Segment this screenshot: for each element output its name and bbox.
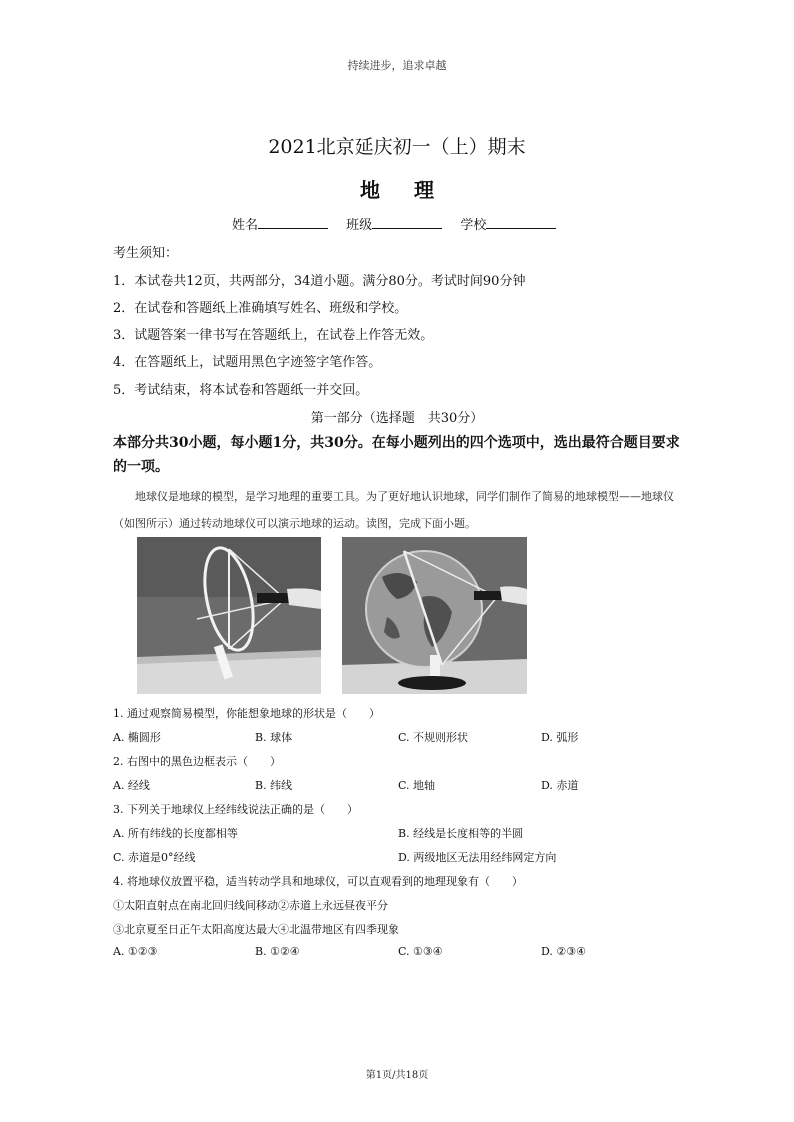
- q1-option-a[interactable]: A. 椭圆形: [113, 731, 161, 744]
- q2-option-c[interactable]: C. 地轴: [398, 779, 436, 792]
- notice-item: 2．在试卷和答题纸上准确填写姓名、班级和学校。: [113, 301, 408, 316]
- q3-option-a[interactable]: A. 所有纬线的长度都相等: [113, 827, 238, 840]
- simple-globe-model-illustration: [137, 537, 321, 694]
- photo-real-globe: [342, 537, 527, 694]
- header-motto: 持续进步，追求卓越: [347, 59, 447, 72]
- subject-title: 地理: [360, 178, 468, 202]
- q4-statements-line-1: ①太阳直射点在南北回归线间移动②赤道上永远昼夜平分: [113, 899, 388, 912]
- question-1-stem: 1. 通过观察简易模型，你能想象地球的形状是（ ）: [113, 707, 380, 720]
- real-globe-illustration: [342, 537, 527, 694]
- notice-item: 3．试题答案一律书写在答题纸上，在试卷上作答无效。: [113, 328, 434, 343]
- q4-statements-line-2: ③北京夏至日正午太阳高度达最大④北温带地区有四季现象: [113, 923, 399, 936]
- notice-item: 1．本试卷共12页，共两部分，34道小题。满分80分。考试时间90分钟: [113, 274, 526, 289]
- q4-option-c[interactable]: C. ①③④: [398, 945, 443, 958]
- school-label: 学校: [460, 218, 487, 233]
- q3-option-c[interactable]: C. 赤道是0°经线: [113, 851, 196, 864]
- exam-title: 2021北京延庆初一（上）期末: [268, 136, 526, 158]
- notice-item: 4．在答题纸上，试题用黑色字迹签字笔作答。: [113, 355, 382, 370]
- page-footer: 第1页/共18页: [365, 1070, 429, 1081]
- school-blank[interactable]: [486, 216, 556, 229]
- q2-option-a[interactable]: A. 经线: [113, 779, 150, 792]
- q1-option-c[interactable]: C. 不规则形状: [398, 731, 469, 744]
- q2-option-d[interactable]: D. 赤道: [541, 779, 579, 792]
- q3-option-d[interactable]: D. 两级地区无法用经纬网定方向: [398, 851, 557, 864]
- notice-title: 考生须知：: [113, 246, 179, 261]
- notice-item: 5．考试结束，将本试卷和答题纸一并交回。: [113, 383, 369, 398]
- question-intro: 地球仪是地球的模型，是学习地理的重要工具。为了更好地认识地球，同学们制作了简易的地球模型——地球仪（如图所示）通过转动地球仪可以演示地球的运动。读图，完成下面小题。: [113, 490, 674, 530]
- q4-option-b[interactable]: B. ①②④: [255, 945, 300, 958]
- photo-simple-globe-model: [137, 537, 321, 694]
- q4-option-d[interactable]: D. ②③④: [541, 945, 587, 958]
- name-label: 姓名: [232, 218, 259, 233]
- name-blank[interactable]: [258, 216, 328, 229]
- part1-description: 本部分共30小题，每小题1分，共30分。在每小题列出的四个选项中，选出最符合题目要求的一项。: [113, 435, 680, 475]
- student-info-row: [232, 214, 570, 233]
- class-label: 班级: [346, 218, 373, 233]
- q4-option-a[interactable]: A. ①②③: [113, 945, 158, 958]
- q2-option-b[interactable]: B. 纬线: [255, 779, 293, 792]
- q3-option-b[interactable]: B. 经线是长度相等的半圆: [398, 827, 524, 840]
- class-blank[interactable]: [372, 216, 442, 229]
- question-3-stem: 3. 下列关于地球仪上经纬线说法正确的是（ ）: [113, 803, 358, 816]
- q1-option-d[interactable]: D. 弧形: [541, 731, 579, 744]
- q1-option-b[interactable]: B. 球体: [255, 731, 293, 744]
- question-4-stem: 4. 将地球仪放置平稳，适当转动学具和地球仪，可以直观看到的地理现象有（ ）: [113, 875, 523, 888]
- part1-title: 第一部分（选择题 共30分）: [310, 411, 484, 426]
- question-2-stem: 2. 右图中的黑色边框表示（ ）: [113, 755, 281, 768]
